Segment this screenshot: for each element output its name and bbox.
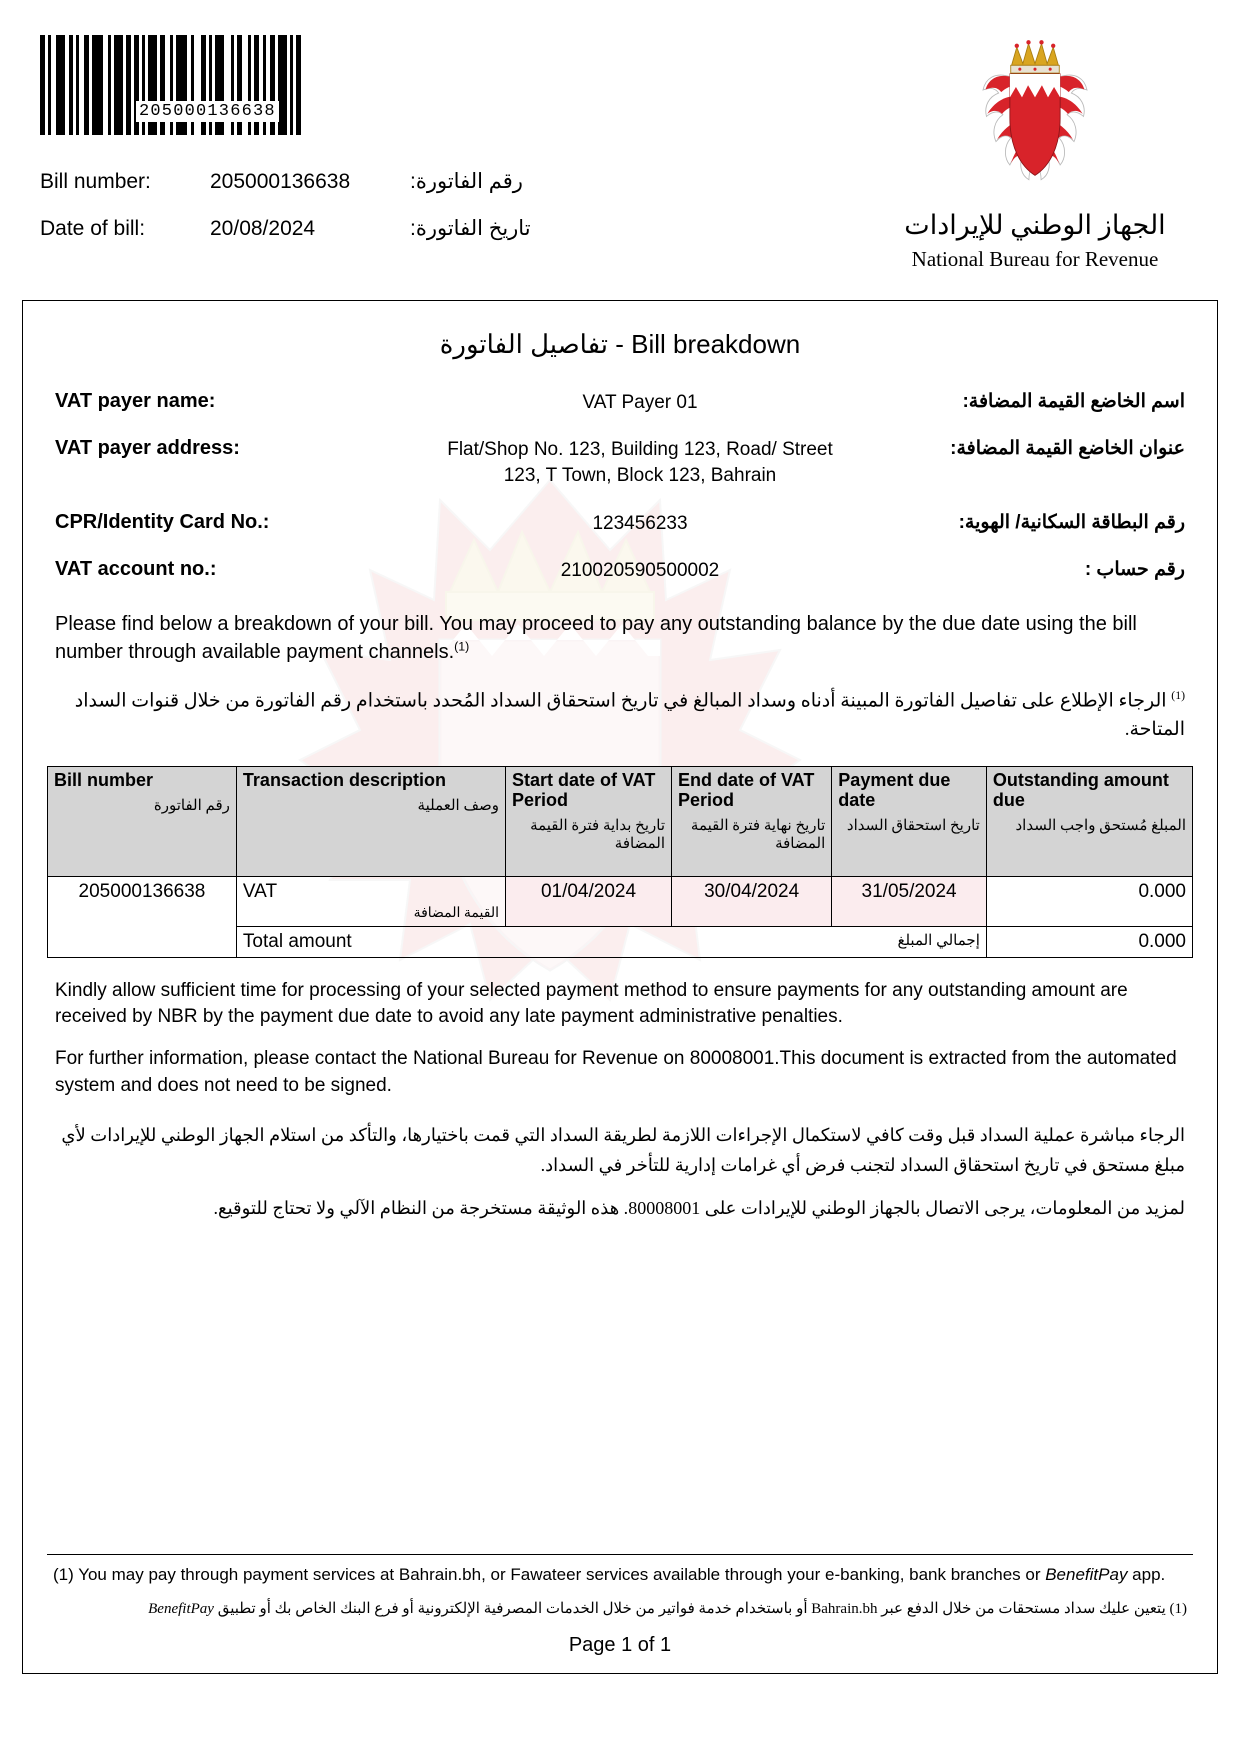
bill-meta [40, 169, 660, 241]
note-en-2: For further information, please contact the National Bureau for Revenue on 80008001.This document is extracted from the automated system and does not need to be signed. [55, 1048, 1177, 1096]
col-label-ar: المبلغ مُستحق واجب السداد [1015, 817, 1186, 834]
barcode-number: 205000136638 [136, 101, 279, 122]
page-title: Bill breakdown - تفاصيل الفاتورة [439, 328, 801, 359]
intro-paragraph-ar [55, 687, 1185, 744]
bill-number-row [40, 169, 660, 194]
field-label-ar: اسم الخاضع القيمة المضافة: [962, 390, 1185, 412]
col-label-ar: رقم الفاتورة [153, 797, 230, 814]
col-end-date [672, 767, 832, 877]
content-spacer [37, 1224, 1203, 1554]
bill-number-label: Bill number: [40, 170, 151, 193]
bill-date-label-ar: تاريخ الفاتورة: [410, 217, 531, 240]
bill-date-label: Date of bill: [40, 217, 146, 240]
footnote-en-suffix: app. [1127, 1564, 1166, 1584]
col-label-en: Transaction description [242, 770, 446, 790]
col-label-en: Start date of VAT Period [511, 770, 656, 810]
intro-footnote-marker-en: (1) [454, 639, 470, 654]
col-label-ar: تاريخ بداية فترة القيمة المضافة [530, 817, 665, 853]
cell-bill-number: 205000136638 [48, 877, 237, 958]
bill-breakdown-box [22, 300, 1218, 1674]
table-row [48, 877, 1193, 927]
cell-amount: 0.000 [986, 877, 1192, 927]
field-label: CPR/Identity Card No.: [55, 510, 270, 533]
field-value: 210020590500002 [560, 560, 720, 582]
footnote-en-prefix: (1) You may pay through payment services at Bahrain.bh, or Fawateer services available through your e-banking, bank branches or [53, 1564, 1046, 1584]
note-ar-1: الرجاء مباشرة عملية السداد قبل وقت كافي لاستكمال الإجراءات اللازمة لطريقة السداد التي قمت باختيارها، والتأكد من استلام الجهاز الوطني للإيرادات لأي مبلغ مستحق في تاريخ استحقاق السداد لتجنب فرض أي غرامات إدارية للتأخر في السداد. [61, 1124, 1185, 1175]
bill-number-label-ar: رقم الفاتورة: [410, 170, 523, 193]
note-en-1: Kindly allow sufficient time for processing of your selected payment method to ensure payments for any outstanding amount are received by NBR by the payment due date to avoid any late payment administrative penalties. [55, 980, 1128, 1028]
field-label: VAT payer name: [55, 389, 216, 412]
field-vat-account-no [37, 558, 1203, 584]
field-value: 123456233 [592, 512, 688, 534]
field-vat-payer-name [37, 390, 1203, 416]
table-header-row [48, 767, 1193, 877]
cell-due-date: 31/05/2024 [832, 877, 987, 927]
description-ar: القيمة المضافة [413, 906, 499, 921]
footnote-en [53, 1565, 1187, 1585]
bill-number-value: 205000136638 [210, 170, 351, 193]
col-payment-due-date [832, 767, 987, 877]
bill-date-row [40, 216, 660, 241]
col-bill-number [48, 767, 237, 877]
bahrain-crest-icon [970, 30, 1100, 215]
col-label-ar: وصف العملية [417, 797, 499, 814]
footnote-ar [53, 1599, 1187, 1618]
bill-date-value: 20/08/2024 [210, 217, 316, 240]
field-value: Flat/Shop No. 123, Building 123, Road/ Street 123, T Town, Block 123, Bahrain [447, 439, 833, 486]
field-value: VAT Payer 01 [582, 391, 698, 413]
field-vat-payer-address [37, 437, 1203, 488]
col-label-en: Outstanding amount due [992, 770, 1169, 810]
total-label-en: Total amount [242, 931, 352, 952]
intro-paragraph-en [55, 610, 1185, 667]
col-outstanding-amount [986, 767, 1192, 877]
field-label-ar: عنوان الخاضع القيمة المضافة: [950, 438, 1185, 460]
field-label-ar: رقم البطاقة السكانية/ الهوية: [958, 511, 1185, 533]
field-cpr-identity [37, 511, 1203, 537]
field-label: VAT payer address: [55, 437, 240, 460]
field-label-ar: رقم حساب : [1084, 559, 1185, 581]
intro-text-en: Please find below a breakdown of your bill. You may proceed to pay any outstanding balance by the due date using the bill number through available payment channels. [55, 612, 1137, 664]
logo-arabic: الجهاز الوطني للإيرادات [904, 210, 1166, 240]
description-en: VAT [242, 881, 278, 902]
bill-table [47, 766, 1193, 958]
intro-footnote-marker-ar: (1) [1171, 688, 1185, 702]
footnote-en-brand: BenefitPay [1045, 1564, 1128, 1584]
footer-divider [47, 1554, 1193, 1555]
col-start-date [505, 767, 671, 877]
col-label-en: Bill number [54, 770, 154, 790]
field-label: VAT account no.: [55, 558, 217, 581]
col-label-en: End date of VAT Period [678, 770, 815, 810]
footnote-ar-brand: BenefitPay [148, 1600, 214, 1617]
cell-end-date: 30/04/2024 [672, 877, 832, 927]
col-transaction-description [236, 767, 505, 877]
col-label-ar: تاريخ نهاية فترة القيمة المضافة [690, 817, 826, 853]
cell-description [236, 877, 505, 927]
header-logo-block [870, 30, 1200, 272]
page-header [0, 0, 1240, 272]
total-label-ar: إجمالي المبلغ [897, 933, 980, 949]
header-left [40, 30, 660, 263]
logo-english: National Bureau for Revenue [911, 246, 1159, 271]
cell-total-amount: 0.000 [986, 927, 1192, 958]
page-number: Page 1 of 1 [568, 1633, 672, 1656]
cell-start-date: 01/04/2024 [505, 877, 671, 927]
cell-total-label [236, 927, 986, 958]
footnote-ar-prefix: (1) يتعين عليك سداد مستحقات من خلال الدفع عبر Bahrain.bh أو باستخدام خدمة فواتير من خلال الخدمات المصرفية الإلكترونية أو فرع البنك الخاص بك أو تطبيق [213, 1600, 1187, 1617]
intro-text-ar: الرجاء الإطلاع على تفاصيل الفاتورة المبينة أدناه وسداد المبالغ في تاريخ استحقاق السداد المُحدد باستخدام رقم الفاتورة من خلال قنوات السداد المتاحة. [74, 690, 1185, 740]
col-label-ar: تاريخ استحقاق السداد [846, 817, 980, 834]
barcode [40, 30, 390, 135]
note-ar-2: لمزيد من المعلومات، يرجى الاتصال بالجهاز الوطني للإيرادات على 80008001. هذه الوثيقة مستخرجة من النظام الآلي ولا تحتاج للتوقيع. [213, 1198, 1185, 1219]
col-label-en: Payment due date [838, 770, 951, 810]
